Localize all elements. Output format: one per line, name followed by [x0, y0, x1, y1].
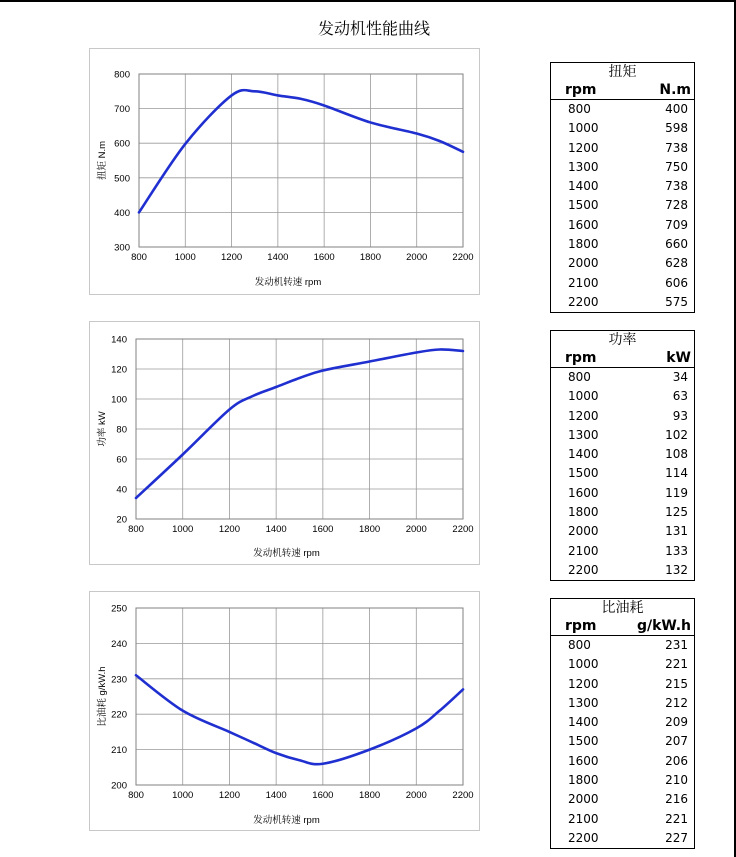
fuel-consumption-y-tick-label: 240	[111, 638, 127, 650]
table-cell-rpm: 1000	[568, 657, 599, 672]
table-cell-value: 114	[665, 466, 688, 481]
table-cell-value: 212	[665, 695, 688, 710]
table-cell-rpm: 1200	[568, 676, 599, 691]
table-row	[551, 368, 694, 387]
table-row	[551, 196, 694, 215]
table-row	[551, 100, 694, 119]
fuel-consumption-y-tick-label: 220	[111, 709, 127, 721]
torque-x-tick-label: 800	[131, 252, 147, 263]
table-row	[551, 407, 694, 426]
table-cell-value: 221	[665, 657, 688, 672]
table-cell-rpm: 2200	[568, 294, 599, 309]
table-cell-value: 227	[665, 830, 688, 845]
table-title: 功率	[608, 332, 637, 348]
torque-x-tick-label: 2200	[452, 252, 474, 263]
power-x-tick-label: 1400	[265, 524, 287, 535]
table-cell-value: 231	[665, 638, 688, 652]
fuel-consumption-x-tick-label: 1200	[218, 790, 240, 801]
table-cell-rpm: 1500	[568, 198, 599, 213]
table-row	[551, 464, 694, 483]
torque-x-tick-label: 1200	[221, 252, 243, 263]
fuel-consumption-y-axis-label: 比油耗 g/kW.h	[97, 666, 108, 727]
power-x-tick-label: 2000	[405, 524, 427, 535]
torque-chart-panel	[89, 48, 480, 295]
fuel-consumption-chart-panel	[89, 591, 480, 831]
table-row	[551, 445, 694, 464]
power-chart-panel	[89, 321, 480, 565]
torque-chart-svg	[90, 49, 479, 294]
table-cell-value: 131	[665, 524, 688, 539]
fuel-consumption-x-tick-label: 1800	[359, 790, 381, 801]
table-row	[551, 293, 694, 312]
fuel-consumption-table	[550, 598, 695, 849]
torque-y-tick-label: 600	[114, 138, 130, 150]
table-row	[551, 254, 694, 273]
torque-y-axis-label: 扭矩 N.m	[97, 140, 108, 181]
table-cell-rpm: 2200	[568, 562, 599, 577]
table-cell-rpm: 800	[568, 638, 591, 652]
table-cell-value: 206	[665, 753, 688, 768]
table-cell-rpm: 2100	[568, 811, 599, 826]
table-cell-rpm: 2000	[568, 792, 599, 807]
table-title: 扭矩	[608, 64, 637, 80]
table-cell-rpm: 2100	[568, 275, 599, 290]
table-cell-rpm: 1600	[568, 753, 599, 768]
table-cell-rpm: 1400	[568, 447, 599, 462]
table-cell-rpm: 1400	[568, 179, 599, 194]
fuel-consumption-x-tick-label: 1400	[265, 790, 287, 801]
torque-x-axis-label: 发动机转速 rpm	[254, 277, 322, 288]
table-cell-value: 63	[672, 389, 688, 404]
table-cell-rpm: 800	[568, 102, 591, 116]
power-y-tick-label: 100	[111, 394, 127, 406]
table-cell-rpm: 1500	[568, 734, 599, 749]
table-cell-value: 93	[672, 408, 688, 423]
table-cell-value: 125	[665, 505, 688, 520]
table-row	[551, 484, 694, 503]
table-row	[551, 636, 694, 655]
table-cell-rpm: 1000	[568, 389, 599, 404]
table-cell-rpm: 2100	[568, 543, 599, 558]
table-cell-value: 108	[665, 447, 688, 462]
power-x-tick-label: 1800	[359, 524, 381, 535]
table-row	[551, 158, 694, 177]
table-row	[551, 790, 694, 809]
table-header-rpm: rpm	[565, 350, 597, 366]
fuel-consumption-series-line	[136, 675, 463, 764]
table-cell-value: 210	[665, 773, 688, 788]
fuel-consumption-x-tick-label: 1000	[172, 790, 194, 801]
table-row	[551, 387, 694, 406]
table-cell-rpm: 1400	[568, 715, 599, 730]
torque-x-tick-label: 2000	[406, 252, 428, 263]
table-row	[551, 542, 694, 561]
fuel-consumption-y-tick-label: 210	[111, 745, 127, 757]
table-cell-value: 400	[665, 102, 688, 116]
table-row	[551, 713, 694, 732]
torque-x-tick-label: 1600	[313, 252, 335, 263]
table-row	[551, 732, 694, 751]
table-cell-rpm: 800	[568, 370, 591, 384]
table-cell-value: 34	[672, 370, 688, 384]
torque-y-tick-label: 800	[114, 69, 130, 81]
table-row	[551, 503, 694, 522]
table-cell-value: 709	[665, 217, 688, 232]
table-title: 比油耗	[601, 600, 644, 616]
torque-y-tick-label: 300	[114, 242, 130, 254]
table-cell-rpm: 1600	[568, 217, 599, 232]
table-cell-rpm: 1800	[568, 773, 599, 788]
table-cell-rpm: 1200	[568, 408, 599, 423]
table-cell-value: 606	[665, 275, 688, 290]
table-cell-value: 575	[665, 294, 688, 309]
torque-y-tick-label: 500	[114, 173, 130, 185]
fuel-consumption-y-tick-label: 230	[111, 674, 127, 686]
table-cell-rpm: 1300	[568, 427, 599, 442]
table-header-rpm: rpm	[565, 82, 597, 98]
table-header	[551, 617, 694, 636]
table-header-unit: g/kW.h	[636, 618, 691, 634]
table-row	[551, 522, 694, 541]
table-header-unit: kW	[666, 350, 691, 366]
power-y-tick-label: 120	[111, 364, 127, 376]
power-y-tick-label: 60	[116, 454, 127, 466]
fuel-consumption-x-tick-label: 2200	[452, 790, 474, 801]
table-cell-value: 132	[665, 562, 688, 577]
table-cell-value: 628	[665, 256, 688, 271]
power-y-tick-label: 140	[111, 334, 127, 346]
power-y-axis-label: 功率 kW	[97, 411, 108, 447]
table-row	[551, 561, 694, 580]
table-cell-value: 102	[665, 427, 688, 442]
table-cell-rpm: 1600	[568, 485, 599, 500]
table-cell-value: 215	[665, 676, 688, 691]
table-row	[551, 655, 694, 674]
table-cell-rpm: 1500	[568, 466, 599, 481]
torque-x-tick-label: 1000	[174, 252, 196, 263]
power-y-tick-label: 80	[116, 424, 127, 436]
table-cell-rpm: 1800	[568, 505, 599, 520]
page-title: 发动机性能曲线	[317, 19, 430, 38]
power-series-line	[136, 349, 463, 498]
table-cell-value: 750	[665, 159, 688, 174]
fuel-consumption-y-tick-label: 200	[111, 780, 127, 792]
table-row	[551, 426, 694, 445]
table-cell-rpm: 1300	[568, 695, 599, 710]
fuel-consumption-x-tick-label: 1600	[312, 790, 334, 801]
table-cell-rpm: 1300	[568, 159, 599, 174]
torque-x-tick-label: 1800	[359, 252, 381, 263]
table-cell-value: 728	[665, 198, 688, 213]
table-cell-value: 738	[665, 179, 688, 194]
power-y-tick-label: 40	[116, 484, 127, 496]
fuel-consumption-x-tick-label: 2000	[405, 790, 427, 801]
table-row	[551, 177, 694, 196]
torque-x-tick-label: 1400	[267, 252, 289, 263]
table-row	[551, 694, 694, 713]
table-row	[551, 810, 694, 829]
power-x-axis-label: 发动机转速 rpm	[253, 548, 320, 559]
table-header	[551, 81, 694, 100]
power-x-tick-label: 1200	[218, 524, 240, 535]
table-row	[551, 216, 694, 235]
table-header-rpm: rpm	[565, 618, 597, 634]
power-y-tick-label: 20	[116, 514, 127, 526]
table-cell-rpm: 1800	[568, 237, 599, 252]
table-cell-value: 598	[665, 121, 688, 136]
torque-y-tick-label: 400	[114, 207, 130, 219]
power-x-tick-label: 800	[128, 524, 144, 535]
table-row	[551, 139, 694, 158]
table-cell-value: 133	[665, 543, 688, 558]
power-x-tick-label: 1000	[172, 524, 194, 535]
table-row	[551, 675, 694, 694]
power-x-tick-label: 1600	[312, 524, 334, 535]
fuel-consumption-x-axis-label: 发动机转速 rpm	[253, 815, 320, 826]
fuel-consumption-x-tick-label: 800	[128, 790, 144, 801]
table-row	[551, 235, 694, 254]
table-row	[551, 119, 694, 138]
table-cell-value: 207	[665, 734, 688, 749]
table-cell-rpm: 2000	[568, 524, 599, 539]
table-cell-rpm: 2000	[568, 256, 599, 271]
table-cell-rpm: 2200	[568, 830, 599, 845]
table-cell-rpm: 1200	[568, 140, 599, 155]
fuel-consumption-plot-area	[136, 608, 463, 785]
table-row	[551, 771, 694, 790]
table-row	[551, 752, 694, 771]
power-chart-svg	[90, 322, 479, 564]
table-header	[551, 349, 694, 368]
table-row	[551, 829, 694, 848]
table-cell-value: 209	[665, 715, 688, 730]
table-cell-value: 216	[665, 792, 688, 807]
table-cell-value: 119	[665, 485, 688, 500]
table-cell-value: 738	[665, 140, 688, 155]
table-cell-rpm: 1000	[568, 121, 599, 136]
table-row	[551, 274, 694, 293]
table-cell-value: 221	[665, 811, 688, 826]
table-header-unit: N.m	[659, 82, 691, 98]
fuel-consumption-chart-svg	[90, 592, 479, 830]
torque-y-tick-label: 700	[114, 104, 130, 116]
table-cell-value: 660	[665, 237, 688, 252]
fuel-consumption-y-tick-label: 250	[111, 603, 127, 615]
power-table	[550, 330, 695, 581]
power-x-tick-label: 2200	[452, 524, 474, 535]
torque-table	[550, 62, 695, 313]
frame-top-line	[0, 0, 736, 2]
